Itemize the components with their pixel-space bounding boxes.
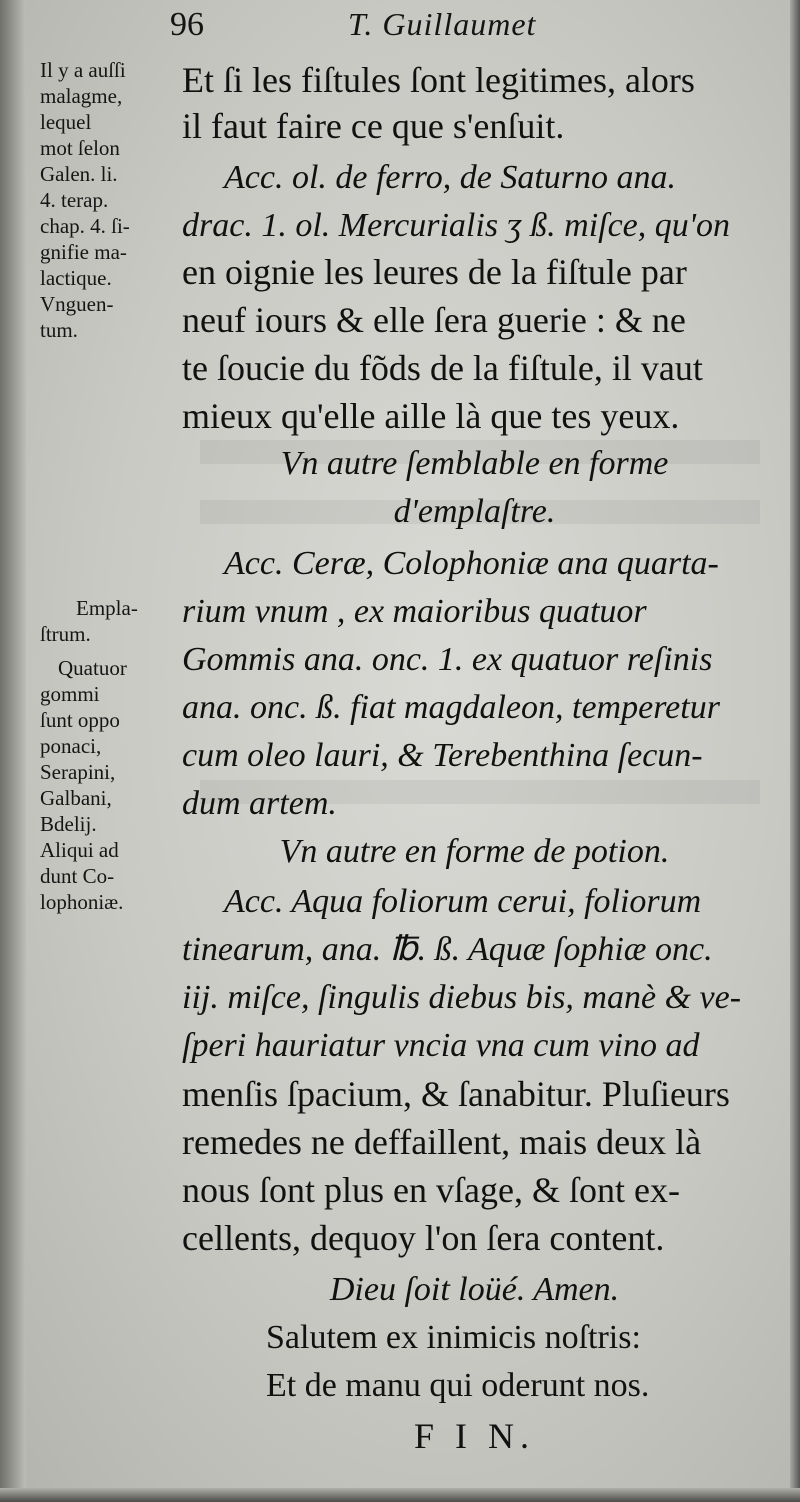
text-line: remedes ne deffaillent, mais deux là	[182, 1122, 702, 1162]
margin-note-line: 4. terap.	[40, 188, 109, 212]
recipe-line: cum oleo lauri, & Terebenthina ſecun-	[182, 737, 703, 774]
margin-note-line: malagme,	[40, 84, 123, 108]
recipe-line: iij. miſce, ſingulis diebus bis, manè & ve-	[182, 979, 742, 1016]
page-edge-right	[790, 0, 800, 1502]
text-line: menſis ſpacium, & ſanabitur. Pluſieurs	[182, 1074, 730, 1114]
recipe-line: drac. 1. ol. Mercurialis ʒ ß. miſce, qu'on	[182, 207, 731, 244]
motto-line: Salutem ex inimicis noſtris:	[266, 1319, 641, 1356]
margin-note-line: Serapini,	[40, 760, 116, 784]
text-line: il faut faire ce que s'enſuit.	[182, 106, 565, 146]
margin-note-line: lactique.	[40, 266, 112, 290]
margin-note-line: lequel	[40, 110, 92, 134]
margin-note-line: dunt Co-	[40, 864, 115, 888]
motto-line: Et de manu qui oderunt nos.	[266, 1367, 650, 1404]
recipe-line: dum artem.	[182, 785, 337, 822]
margin-note-line: Vnguen-	[40, 292, 114, 316]
margin-note-line: tum.	[40, 318, 78, 342]
margin-note-line: Bdelij.	[40, 812, 97, 836]
page-edge-left	[0, 0, 26, 1502]
page-header	[170, 6, 770, 50]
section-heading: d'emplaſtre.	[393, 493, 556, 530]
margin-note-line: Il y a auſſi	[40, 58, 126, 82]
section-heading: Vn autre ſemblable en forme	[280, 445, 669, 482]
margin-note-line: chap. 4. ſi-	[40, 214, 130, 238]
recipe-line: ſperi hauriatur vncia vna cum vino ad	[182, 1027, 700, 1064]
text-line: cellents, dequoy l'on ſera content.	[182, 1218, 665, 1258]
text-line: Et ſi les fiſtules ſont legitimes, alors	[182, 60, 695, 100]
page-number: 96	[170, 6, 204, 43]
margin-note-line: gnifie ma-	[40, 240, 127, 264]
section-heading: Vn autre en forme de potion.	[279, 833, 670, 870]
text-line: nous ſont plus en vſage, & ſont ex-	[182, 1170, 680, 1210]
closing-line: Dieu ſoit loüé. Amen.	[329, 1271, 620, 1308]
margin-note-line: Quatuor	[58, 656, 127, 680]
running-head: T. Guillaumet	[348, 6, 537, 42]
margin-note-line: ſtrum.	[40, 622, 91, 646]
margin-note-line: Aliqui ad	[40, 838, 119, 862]
recipe-line: Acc. Ceræ, Colophoniæ ana quarta-	[224, 545, 719, 582]
text-line: neuf iours & elle ſera guerie : & ne	[182, 300, 686, 340]
fin-mark: F I N.	[413, 1416, 535, 1456]
margin-note-line: ſunt oppo	[40, 708, 120, 732]
margin-note-line: Galbani,	[40, 786, 112, 810]
text-line: te ſoucie du fõds de la fiſtule, il vaut	[182, 348, 703, 388]
recipe-line: ana. onc. ß. fiat magdaleon, temperetur	[182, 689, 720, 726]
recipe-line: Gommis ana. onc. 1. ex quatuor reſinis	[182, 641, 713, 678]
margin-note-line: Galen. li.	[40, 162, 118, 186]
margin-note-line: lophoniæ.	[40, 890, 124, 914]
recipe-line: rium vnum , ex maioribus quatuor	[182, 593, 647, 630]
recipe-line: Acc. Aqua foliorum cerui, foliorum	[224, 883, 702, 920]
text-line: mieux qu'elle aille là que tes yeux.	[182, 396, 680, 436]
margin-note-line: ponaci,	[40, 734, 102, 758]
recipe-line: Acc. ol. de ferro, de Saturno ana.	[224, 159, 676, 196]
recipe-line: tinearum, ana. ℔. ß. Aquæ ſophiæ onc.	[182, 931, 713, 968]
margin-note-line: Empla-	[76, 596, 138, 620]
margin-note-line: mot ſelon	[40, 136, 120, 160]
text-line: en oignie les leures de la fiſtule par	[182, 252, 687, 292]
margin-note-line: gommi	[40, 682, 100, 706]
page-edge-bottom	[0, 1488, 800, 1502]
